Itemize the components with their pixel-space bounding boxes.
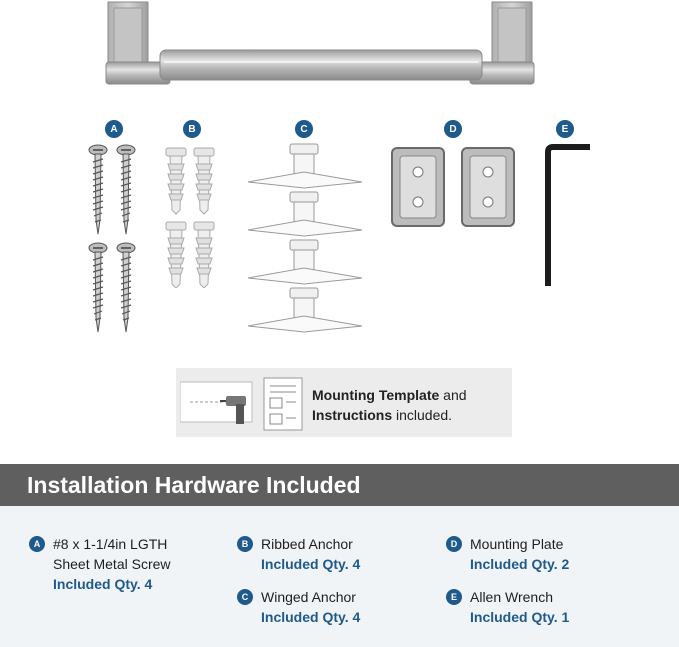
mounting-plates-icon [390, 146, 520, 228]
banner-title: Installation Hardware Included [27, 472, 361, 498]
part-d-qty: Included Qty. 2 [470, 556, 570, 572]
part-c-qty: Included Qty. 4 [261, 609, 361, 625]
template-text-1: and [439, 387, 467, 403]
label-b-badge: B [183, 120, 201, 138]
part-d-name: Mounting Plate [470, 536, 564, 552]
part-c [237, 587, 360, 627]
part-c-badge: C [237, 589, 253, 605]
part-e [446, 587, 569, 627]
label-e-badge: E [556, 120, 574, 138]
winged-anchors-icon [246, 142, 364, 338]
template-bold-2: Instructions [312, 407, 393, 423]
drill-template-icon [180, 376, 304, 432]
part-e-qty: Included Qty. 1 [470, 609, 570, 625]
part-a [29, 534, 171, 594]
screws-icon [86, 144, 142, 336]
part-e-badge: E [446, 589, 462, 605]
towel-bar-image [100, 0, 582, 98]
part-d-badge: D [446, 536, 462, 552]
template-text [312, 385, 507, 425]
label-c-badge: C [295, 120, 313, 138]
part-a-badge: A [29, 536, 45, 552]
template-text-2: included. [392, 407, 453, 423]
template-note [176, 368, 512, 437]
part-d [446, 534, 569, 574]
template-bold-1: Mounting Template [312, 387, 440, 403]
part-c-name: Winged Anchor [261, 589, 356, 605]
part-b-badge: B [237, 536, 253, 552]
ribbed-anchors-icon [164, 146, 220, 288]
part-a-name-1: #8 x 1-1/4in LGTH [53, 536, 168, 552]
parts-list [0, 506, 679, 647]
part-a-name-2: Sheet Metal Screw [53, 556, 171, 572]
part-b-qty: Included Qty. 4 [261, 556, 361, 572]
part-e-name: Allen Wrench [470, 589, 554, 605]
allen-wrench-icon [538, 144, 594, 288]
section-banner [0, 464, 679, 506]
label-d-badge: D [444, 120, 462, 138]
label-a-badge: A [105, 120, 123, 138]
part-b-name: Ribbed Anchor [261, 536, 353, 552]
part-b [237, 534, 360, 574]
part-a-qty: Included Qty. 4 [53, 576, 153, 592]
